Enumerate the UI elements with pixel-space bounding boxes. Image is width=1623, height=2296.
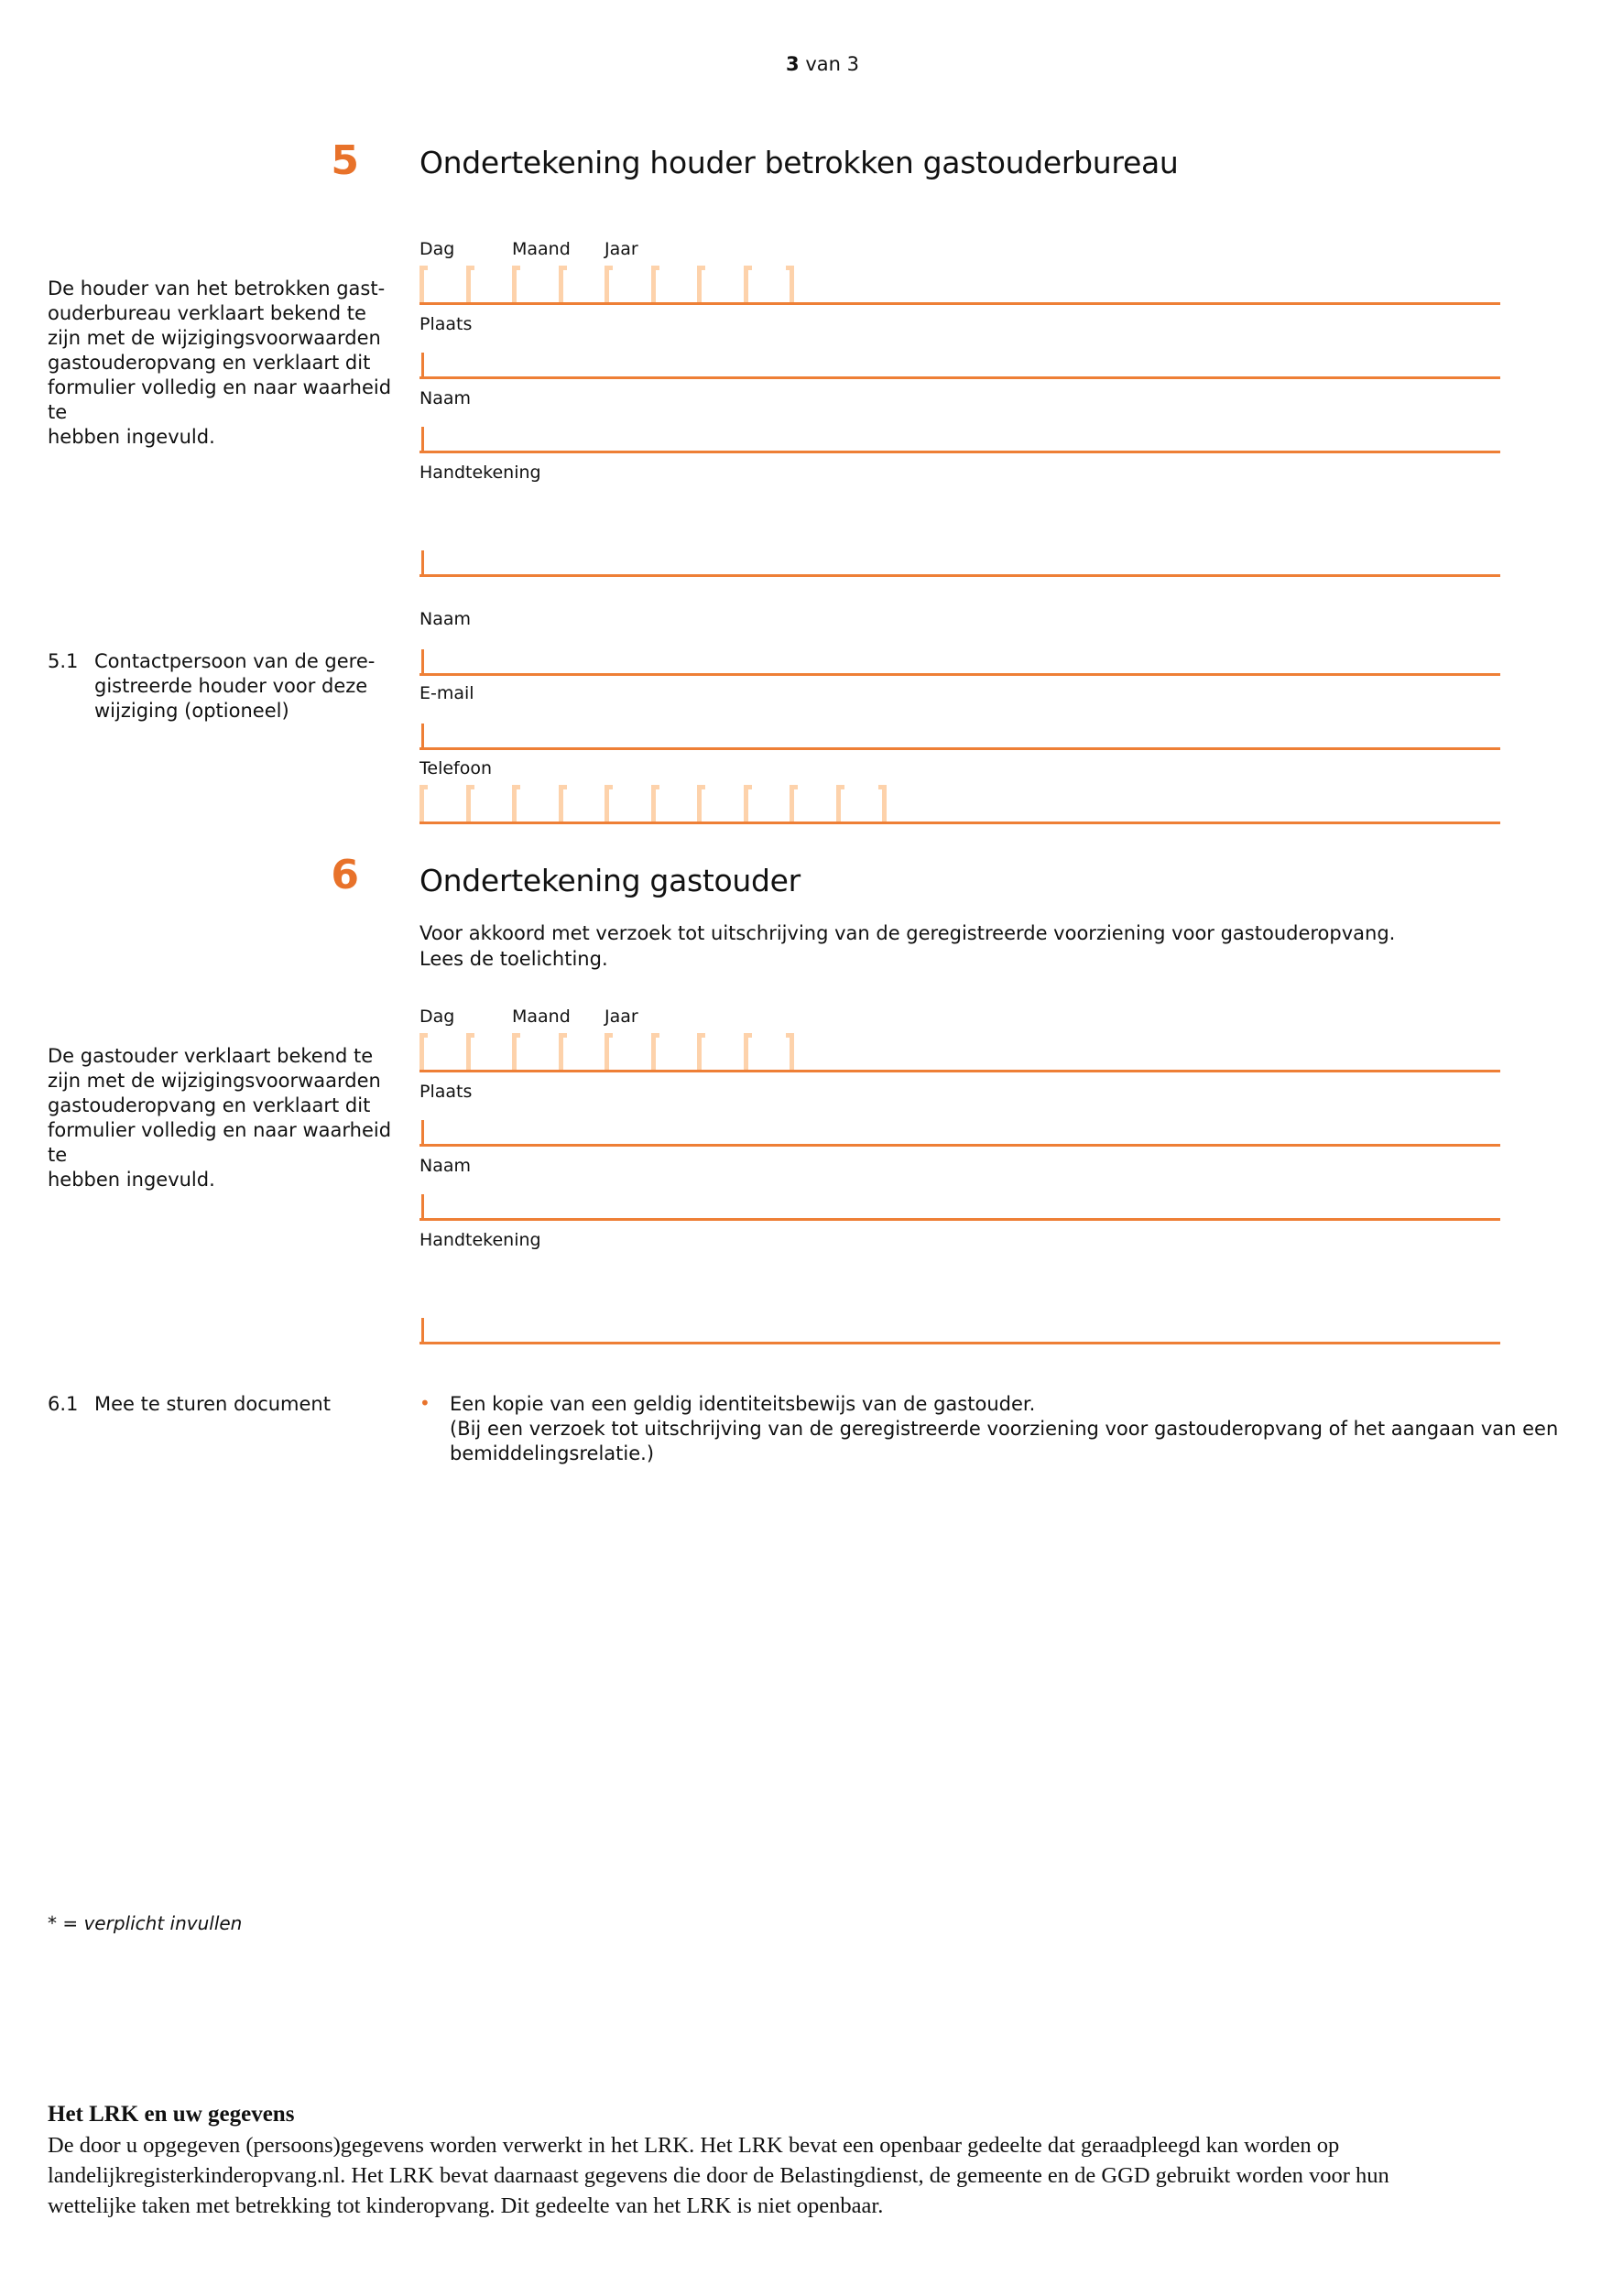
box-divider: [512, 1033, 517, 1070]
box-divider: [466, 266, 471, 302]
box-divider: [419, 266, 424, 302]
page-current: 3: [786, 53, 800, 75]
section-6-intro: [419, 920, 1395, 972]
section-5-date-field[interactable]: [419, 266, 804, 304]
box-divider: [559, 266, 563, 302]
declaration-line: formulier volledig en naar waarheid te: [48, 376, 392, 423]
declaration-line: ouderbureau verklaart bekend te: [48, 302, 366, 324]
box-divider: [419, 1033, 424, 1070]
field-cursor-mark: [421, 1120, 424, 1144]
section-5-name-underline: [419, 451, 1500, 453]
box-divider: [651, 785, 656, 822]
date-month-label: Maand: [512, 239, 571, 259]
date-day-label: Dag: [419, 239, 455, 259]
section-6-date-field[interactable]: [419, 1033, 804, 1072]
field-cursor-mark: [421, 724, 424, 747]
box-divider: [605, 266, 609, 302]
declaration-line: zijn met de wijzigingsvoorwaarden: [48, 1070, 381, 1092]
section-5-signature-label: Handtekening: [419, 462, 541, 483]
declaration-line: gastouderopvang en verklaart dit: [48, 352, 371, 374]
section-6-date-underline: [419, 1070, 1500, 1072]
required-note: * = verplicht invullen: [48, 1912, 243, 1934]
declaration-line: hebben ingevuld.: [48, 1169, 215, 1191]
item-line: bemiddelingsrelatie.): [450, 1442, 655, 1464]
section-6-signature-field[interactable]: [419, 1262, 1500, 1343]
lrk-line: wettelijke taken met betrekking tot kinderopvang. Dit gedeelte van het LRK is niet openbaar.: [48, 2193, 884, 2218]
box-divider: [512, 266, 517, 302]
field-cursor-mark: [421, 1318, 424, 1342]
section-6-number: 6: [331, 852, 359, 898]
section-6-name-label: Naam: [419, 1156, 472, 1176]
field-cursor-mark: [421, 1194, 424, 1218]
section-6-title: Ondertekening gastouder: [419, 863, 801, 898]
section-6-name-underline: [419, 1218, 1500, 1221]
field-cursor-mark: [421, 550, 424, 574]
contact-email-underline: [419, 747, 1500, 750]
intro-line: Lees de toelichting.: [419, 948, 608, 970]
box-divider: [419, 785, 424, 822]
declaration-line: De gastouder verklaart bekend te: [48, 1045, 374, 1067]
contact-phone-field[interactable]: [419, 785, 896, 823]
intro-line: Voor akkoord met verzoek tot uitschrijving van de geregistreerde voorziening voor gastouderopvang.: [419, 922, 1396, 944]
section-5-title: Ondertekening houder betrokken gastouderbureau: [419, 145, 1179, 180]
section-5-signature-underline: [419, 574, 1500, 577]
box-divider: [466, 1033, 471, 1070]
section-5-1-number: 5.1: [48, 650, 79, 672]
box-divider: [466, 785, 471, 822]
declaration-line: De houder van het betrokken gast-: [48, 277, 386, 299]
section-5-number: 5: [331, 137, 359, 184]
section-5-place-label: Plaats: [419, 314, 473, 334]
box-divider: [697, 1033, 702, 1070]
box-divider: [790, 1033, 794, 1070]
section-5-date-underline: [419, 302, 1500, 305]
box-divider: [559, 1033, 563, 1070]
page-number: [0, 53, 1623, 75]
label-line: gistreerde houder voor deze: [94, 675, 368, 697]
box-divider: [744, 1033, 748, 1070]
declaration-line: formulier volledig en naar waarheid te: [48, 1119, 392, 1166]
item-line: (Bij een verzoek tot uitschrijving van de geregistreerde voorziening voor gastouderopvang of het aangaan van een: [450, 1418, 1559, 1440]
box-divider: [836, 785, 841, 822]
bullet-icon: •: [419, 1392, 430, 1414]
section-6-signature-underline: [419, 1342, 1500, 1344]
section-5-place-underline: [419, 376, 1500, 379]
box-divider: [882, 785, 887, 822]
section-5-name-label: Naam: [419, 388, 472, 408]
box-divider: [697, 785, 702, 822]
lrk-body: [48, 2130, 1513, 2221]
section-6-place-label: Plaats: [419, 1082, 473, 1102]
box-divider: [651, 1033, 656, 1070]
box-divider: [512, 785, 517, 822]
contact-name-label: Naam: [419, 609, 472, 629]
box-divider: [651, 266, 656, 302]
box-divider: [744, 266, 748, 302]
box-divider: [605, 785, 609, 822]
section-6-place-underline: [419, 1144, 1500, 1147]
section-6-signature-label: Handtekening: [419, 1230, 541, 1250]
declaration-line: hebben ingevuld.: [48, 426, 215, 448]
date-year-label: Jaar: [605, 239, 638, 259]
field-cursor-mark: [421, 427, 424, 451]
section-6-1-number: 6.1: [48, 1393, 79, 1415]
lrk-line: landelijkregisterkinderopvang.nl. Het LRK bevat daarnaast gegevens die door de Belastingdienst, de gemeente en de GGD gebruikt worden voor hun: [48, 2163, 1389, 2188]
declaration-line: gastouderopvang en verklaart dit: [48, 1094, 371, 1116]
lrk-title: Het LRK en uw gegevens: [48, 2102, 295, 2127]
document-list-item: [450, 1392, 1558, 1466]
section-6-declaration: [48, 1044, 405, 1192]
lrk-line: De door u opgegeven (persoons)gegevens worden verwerkt in het LRK. Het LRK bevat een openbaar gedeelte dat geraadpleegd kan worden op: [48, 2133, 1340, 2158]
item-line: Een kopie van een geldig identiteitsbewijs van de gastouder.: [450, 1393, 1036, 1415]
label-line: wijziging (optioneel): [94, 700, 289, 722]
contact-email-label: E-mail: [419, 683, 474, 703]
box-divider: [697, 266, 702, 302]
section-5-signature-field[interactable]: [419, 495, 1500, 575]
date-month-label: Maand: [512, 1007, 571, 1027]
field-cursor-mark: [421, 353, 424, 376]
page-separator: van: [805, 53, 841, 75]
declaration-line: zijn met de wijzigingsvoorwaarden: [48, 327, 381, 349]
date-year-label: Jaar: [605, 1007, 638, 1027]
date-day-label: Dag: [419, 1007, 455, 1027]
contact-name-underline: [419, 673, 1500, 676]
box-divider: [790, 266, 794, 302]
box-divider: [744, 785, 748, 822]
section-5-declaration: [48, 277, 405, 450]
page-total: 3: [846, 53, 859, 75]
box-divider: [790, 785, 794, 822]
label-line: Contactpersoon van de gere-: [94, 650, 376, 672]
contact-phone-label: Telefoon: [419, 758, 493, 778]
box-divider: [605, 1033, 609, 1070]
field-cursor-mark: [421, 649, 424, 673]
box-divider: [559, 785, 563, 822]
section-6-1-label: Mee te sturen document: [94, 1393, 331, 1415]
section-5-1-label: [94, 649, 397, 724]
contact-phone-underline: [419, 822, 1500, 824]
